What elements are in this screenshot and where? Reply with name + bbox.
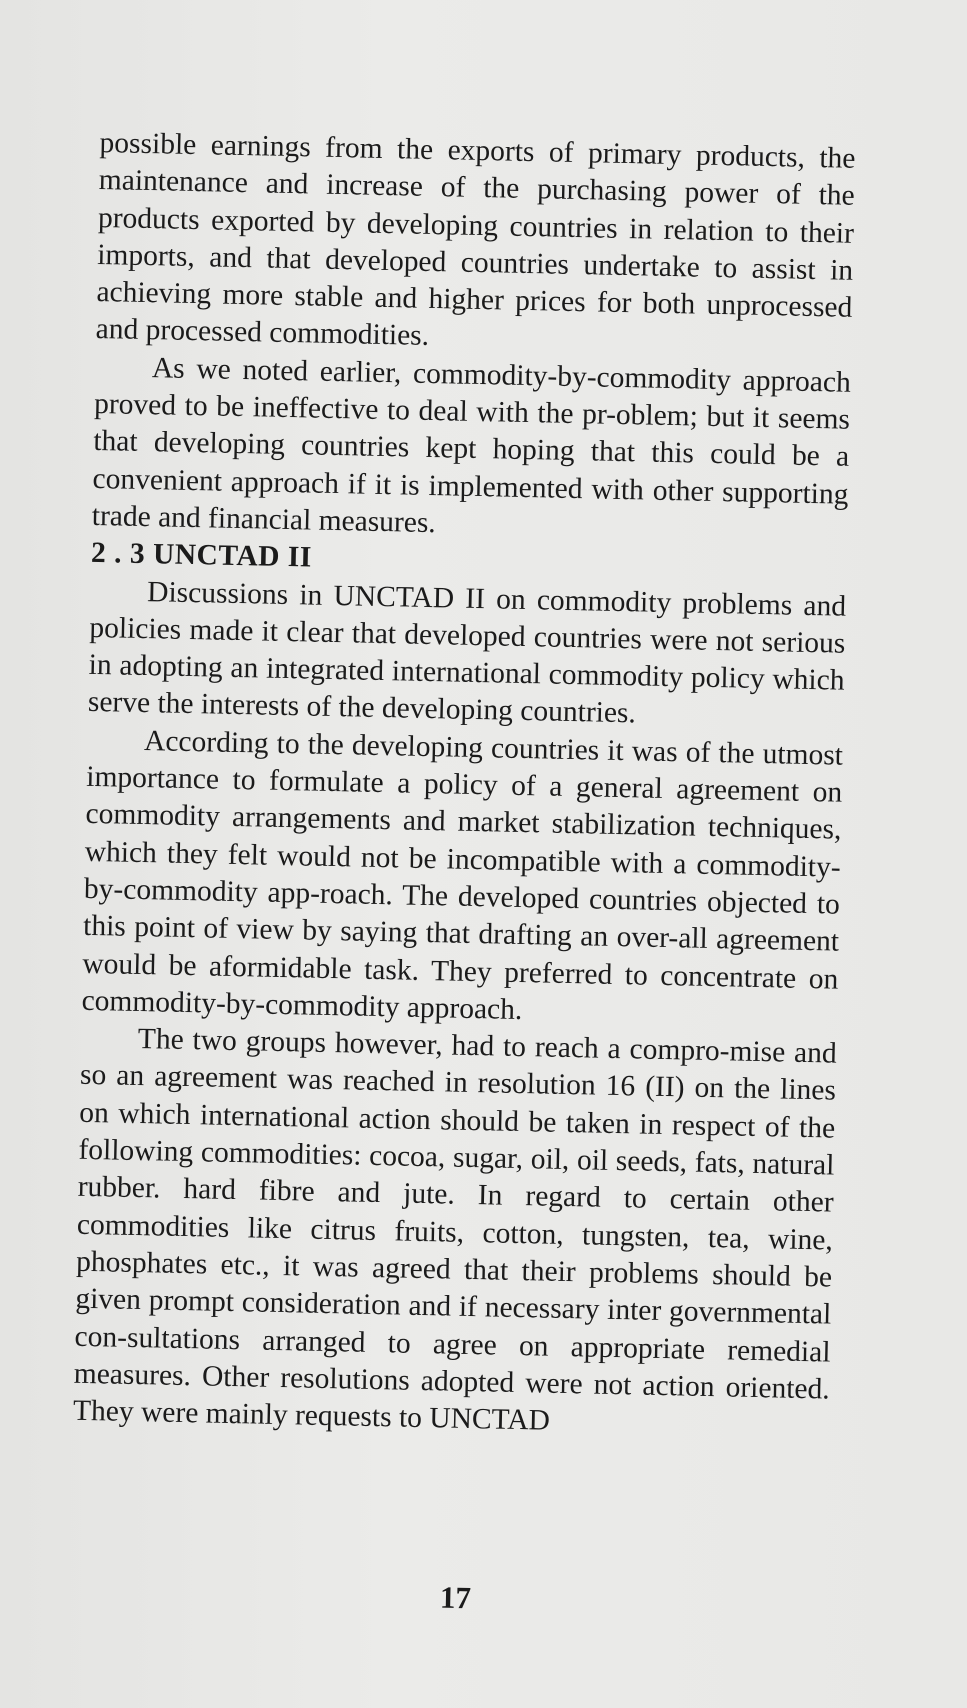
page-number: 17 bbox=[439, 1579, 472, 1616]
paragraph-commodity-approach: As we noted earlier, commodity-by-commodity approach proved to be ineffective to deal with the pr-oblem; but it seems that developing countries kept hoping that this could be a convenient approach if it is implemented with other supporting trade and financial measures. bbox=[91, 351, 852, 540]
section-heading: 2 . 3 UNCTAD II bbox=[90, 537, 313, 574]
paragraph-developing-countries: According to the developing countries it was of the utmost importance to formulate a policy of a general agreement on commodity arrangements and market stabilization techniques, which they felt would not be incompatible with a commodity-by-commodity app-roach. The developed countries objected to this point of view by saying that drafting an over-all agreement would be aformidable task. They preferred to concentrate on commodity-by-commodity approach. bbox=[81, 724, 844, 1026]
paragraph-unctad-discussions: Discussions in UNCTAD II on commodity problems and policies made it clear that developed countries were not serious in adopting an integrated international commodity policy which serve the interests of the developing countries. bbox=[87, 575, 847, 730]
paragraph-compromise: The two groups however, had to reach a compro-mise and so an agreement was reached in resolution 16 (II) on the lines on which international action should be taken in respect of the following commodities: cocoa, sugar, oil, oil seeds, fats, natural rubber. hard fibre and jute. In regard to certain other commodities like citrus fruits, cotton, tungsten, tea, wine, phosphates etc., it was agreed that their problems should be given prompt consideration and if necessary inter governmental con-sultations arranged to agree on appropriate remedial measures. Other resolutions adopted were not action oriented. They were mainly requests to UNCTAD bbox=[72, 1023, 838, 1437]
paragraph-continuation: possible earnings from the exports of primary products, the maintenance and increase of the purchasing power of the products exported by developing countries in relation to their imports, and that developed countries undertake to assist in achieving more stable and higher prices for both unprocessed and processed commodities. bbox=[95, 126, 856, 353]
body-text bbox=[73, 125, 856, 1446]
